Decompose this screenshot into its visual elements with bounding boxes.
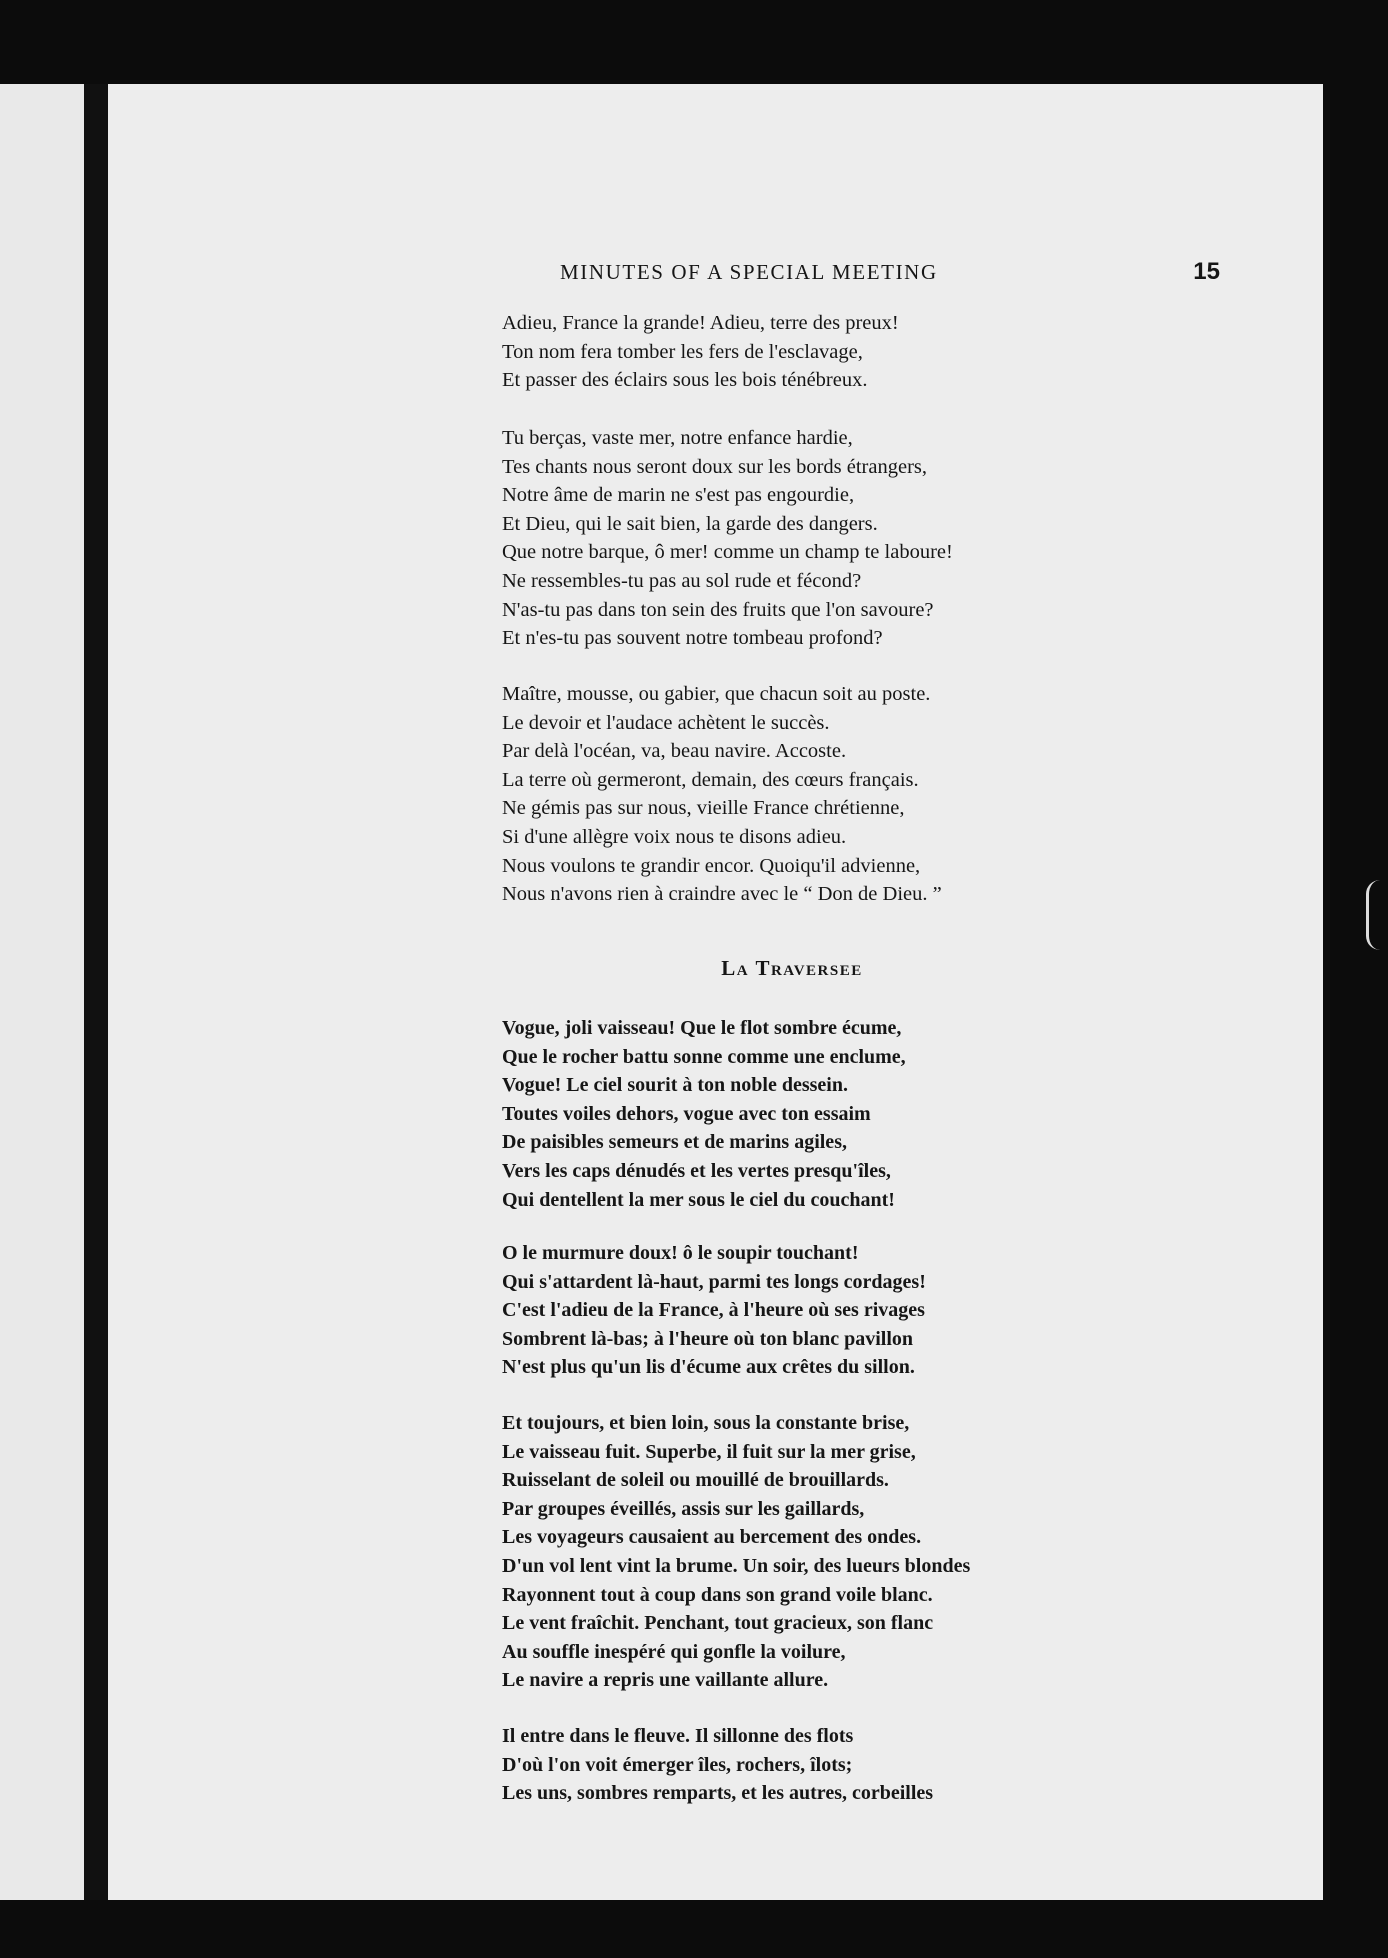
verse-line: N'est plus qu'un lis d'écume aux crêtes du sillon. <box>502 1356 915 1379</box>
verse-line: N'as-tu pas dans ton sein des fruits que l'on savoure? <box>502 598 934 621</box>
verse-line: Ton nom fera tomber les fers de l'esclavage, <box>502 340 863 363</box>
verse-line: Il entre dans le fleuve. Il sillonne des flots <box>502 1725 854 1747</box>
verse-line: C'est l'adieu de la France, à l'heure où ses rivages <box>502 1299 925 1322</box>
page-edge-mark <box>1366 880 1383 950</box>
stanza <box>502 1409 970 1695</box>
verse-line: Rayonnent tout à coup dans son grand voile blanc. <box>502 1583 933 1606</box>
verse-line: Qui dentellent la mer sous le ciel du couchant! <box>502 1188 895 1211</box>
verse-line: La terre où germeront, demain, des cœurs français. <box>502 768 919 791</box>
verse-line: De paisibles semeurs et de marins agiles, <box>502 1131 847 1154</box>
verse-line: Par delà l'océan, va, beau navire. Accoste. <box>502 740 847 763</box>
verse-line: Ne ressembles-tu pas au sol rude et fécond? <box>502 569 862 592</box>
running-head <box>560 258 1220 292</box>
verse-line: Que le rocher battu sonne comme une enclume, <box>502 1045 906 1068</box>
verse-line: Et n'es-tu pas souvent notre tombeau profond? <box>502 627 883 650</box>
verse-line: Au souffle inespéré qui gonfle la voilure, <box>502 1640 846 1663</box>
verse-line: Tu berças, vaste mer, notre enfance hardie, <box>502 427 853 449</box>
section-title: La Traversee <box>721 956 863 980</box>
scan-right-edge <box>1323 84 1388 1900</box>
verse-line: Et passer des éclairs sous les bois ténébreux. <box>502 369 868 392</box>
verse-line: Ne gémis pas sur nous, vieille France chrétienne, <box>502 797 905 820</box>
verse-line: Nous n'avons rien à craindre avec le “ Don de Dieu. ” <box>502 883 942 906</box>
verse-line: Que notre barque, ô mer! comme un champ te laboure! <box>502 541 953 564</box>
stanza <box>502 680 942 909</box>
verse-line: Maître, mousse, ou gabier, que chacun soit au poste. <box>502 683 931 705</box>
verse-line: Notre âme de marin ne s'est pas engourdie, <box>502 484 855 507</box>
stanza <box>502 424 953 653</box>
verse-line: Par groupes éveillés, assis sur les gaillards, <box>502 1497 865 1520</box>
verse-line: Toutes voiles dehors, vogue avec ton essaim <box>502 1102 871 1125</box>
verse-line: Les uns, sombres remparts, et les autres, corbeilles <box>502 1782 934 1805</box>
verse-line: Le vent fraîchit. Penchant, tout gracieux, son flanc <box>502 1612 934 1635</box>
verse-line: Le devoir et l'audace achètent le succès. <box>502 711 830 734</box>
verse-line: Vogue! Le ciel sourit à ton noble dessein. <box>502 1074 848 1097</box>
verse-line: O le murmure doux! ô le soupir touchant! <box>502 1242 859 1264</box>
verse-line: Les voyageurs causaient au bercement des ondes. <box>502 1526 922 1549</box>
verse-line: Le navire a repris une vaillante allure. <box>502 1669 829 1692</box>
verse-line: D'un vol lent vint la brume. Un soir, des lueurs blondes <box>502 1554 971 1577</box>
verse-line: Vogue, joli vaisseau! Que le flot sombre écume, <box>502 1017 902 1039</box>
verse-line: Adieu, France la grande! Adieu, terre des preux! <box>502 312 899 334</box>
stanza <box>502 309 899 395</box>
stanza <box>502 1722 933 1808</box>
running-title: MINUTES OF A SPECIAL MEETING <box>560 260 938 284</box>
verse-line: Et Dieu, qui le sait bien, la garde des dangers. <box>502 512 878 535</box>
stanza <box>502 1014 906 1214</box>
verse-line: Nous voulons te grandir encor. Quoiqu'il advienne, <box>502 854 921 877</box>
verse-line: D'où l'on voit émerger îles, rochers, îlots; <box>502 1753 853 1776</box>
verse-line: Si d'une allègre voix nous te disons adieu. <box>502 825 847 848</box>
facing-page-edge <box>0 84 86 1900</box>
verse-line: Sombrent là-bas; à l'heure où ton blanc pavillon <box>502 1327 913 1350</box>
verse-line: Vers les caps dénudés et les vertes presqu'îles, <box>502 1159 891 1182</box>
page-number: 15 <box>1193 258 1220 285</box>
verse-line: Qui s'attardent là-haut, parmi tes longs cordages! <box>502 1270 926 1293</box>
binding-gutter <box>84 84 108 1900</box>
verse-line: Le vaisseau fuit. Superbe, il fuit sur la mer grise, <box>502 1440 916 1463</box>
verse-line: Ruisselant de soleil ou mouillé de brouillards. <box>502 1469 889 1492</box>
verse-line: Tes chants nous seront doux sur les bords étrangers, <box>502 455 927 478</box>
stanza <box>502 1239 926 1382</box>
verse-line: Et toujours, et bien loin, sous la constante brise, <box>502 1412 910 1434</box>
